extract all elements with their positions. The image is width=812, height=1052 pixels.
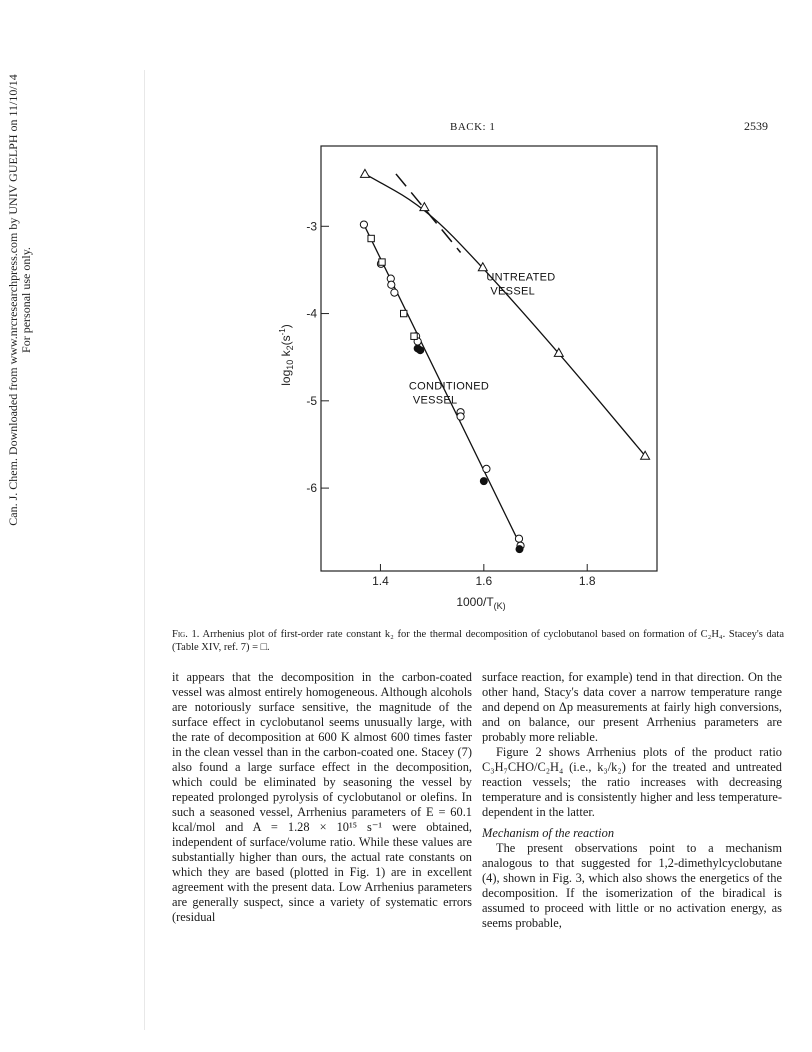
x-tick-label: 1.8 bbox=[578, 574, 596, 588]
right-column bbox=[482, 670, 782, 931]
y-tick-label: -6 bbox=[306, 481, 317, 496]
square-point bbox=[379, 259, 385, 265]
open-circle-point bbox=[483, 465, 490, 472]
triangle-point bbox=[360, 169, 369, 177]
open-circle-point bbox=[457, 413, 464, 420]
right-paragraph-2: Figure 2 shows Arrhenius plots of the product ratio C₃H₇CHO/C₂H₄ (i.e., k₃/k₂) for the treated and untreated reaction vessels; the ratio increases with decreasing temperature and is consistently higher and less temperature-dependent in the latter. bbox=[482, 745, 782, 819]
right-paragraph-1: surface reaction, for example) tend in that direction. On the other hand, Stacy's data cover a narrow temperature range and depend on Δp measurements at fairly high conversions, and on balance, our present Arrhenius parameters are probably more reliable. bbox=[482, 670, 782, 744]
square-point bbox=[368, 235, 374, 241]
figure-caption bbox=[172, 628, 784, 654]
square-point bbox=[401, 310, 407, 316]
filled-circle-point bbox=[417, 347, 424, 354]
chart-annotation: UNTREATED bbox=[486, 271, 556, 284]
download-notice-line1: Can. J. Chem. Downloaded from www.nrcresearchpress.com by UNIV GUELPH on 11/10/14 bbox=[6, 74, 20, 526]
chart-annotation: CONDITIONED bbox=[408, 380, 490, 393]
stacey-dashed-line bbox=[396, 174, 461, 253]
open-circle-point bbox=[388, 281, 395, 288]
open-circle-point bbox=[360, 221, 367, 228]
plot-frame bbox=[321, 146, 657, 571]
x-tick-label: 1.4 bbox=[372, 574, 389, 588]
y-tick-label: -4 bbox=[306, 306, 317, 321]
x-axis-label: $1000/T_{(K)}$ bbox=[456, 595, 506, 611]
square-point bbox=[411, 333, 417, 339]
running-title: BACK: 1 bbox=[450, 121, 496, 133]
chart-annotation: VESSEL bbox=[412, 394, 458, 407]
filled-circle-point bbox=[516, 546, 523, 553]
left-column bbox=[172, 670, 472, 925]
caption-text: Arrhenius plot of first-order rate constant k₂ for the thermal decomposition of cyclobutanol based on formation of C₂H₄. Stacey's data (Table XIV, ref. 7) = □. bbox=[172, 629, 784, 653]
page-number: 2539 bbox=[744, 119, 768, 133]
left-paragraph: it appears that the decomposition in the carbon-coated vessel was almost entirely homogeneous. Although alcohols are notoriously surface sensitive, the magnitude of the surface effect in cyclobutanol seems unusually large, with the rate of decomposition at 600 K almost 600 times faster in the clean vessel than in the carbon-coated one. Stacey (7) also found a large surface effect in the decomposition, which could be eliminated by seasoning the vessel by repeated prolonged pyrolysis of cyclobutanol or olefins. In such a seasoned vessel, Arrhenius parameters of E = 60.1 kcal/mol and A = 1.28 × 10¹⁵ s⁻¹ were obtained, independent of surface/volume ratio. While these values are substantially higher than ours, the actual rate constants on which they are based (plotted in Fig. 1) are in excellent agreement with the present data. Low Arrhenius parameters are generally suspect, since a variety of systematic errors (residual bbox=[172, 670, 472, 924]
section-heading: Mechanism of the reaction bbox=[482, 826, 615, 840]
y-tick-label: -5 bbox=[306, 393, 317, 408]
right-paragraph-3: The present observations point to a mechanism analogous to that suggested for 1,2-dimethylcyclobutane (4), shown in Fig. 3, which also shows the energetics of the decomposition. If the isomerization of the biradical is assumed to proceed with little or no activation energy, as seems probable, bbox=[482, 841, 782, 930]
x-tick-label: 1.6 bbox=[475, 574, 493, 588]
caption-label: Fig. 1. bbox=[172, 629, 200, 640]
download-notice-line2: For personal use only. bbox=[19, 247, 33, 353]
y-axis-label: $\log_{10} k_2(s^{-1})$ bbox=[278, 324, 295, 386]
filled-circle-point bbox=[480, 478, 487, 485]
y-tick-label: -3 bbox=[306, 219, 317, 234]
chart-annotation: VESSEL bbox=[490, 285, 536, 298]
open-circle-point bbox=[515, 535, 522, 542]
open-circle-point bbox=[391, 289, 398, 296]
